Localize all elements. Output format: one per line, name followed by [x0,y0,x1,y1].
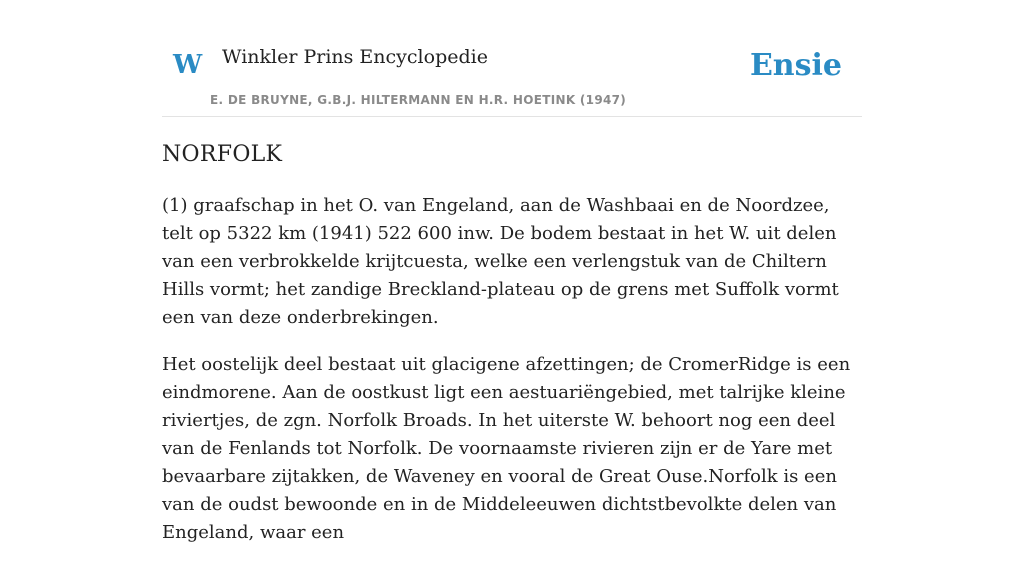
article-paragraph: Het oostelijk deel bestaat uit glacigene afzettingen; de CromerRidge is een eindmorene. Aan de oostkust ligt een aestuariëngebied, met talrijke kleine riviertjes, de zgn. Norfolk Broads. In het uiterste W. behoort nog een deel van de Fenlands tot Norfolk. De voornaamste rivieren zijn er de Yare met bevaarbare zijtakken, de Waveney en vooral de Great Ouse.Norfolk is een van de oudst bewoonde en in de Middeleeuwen dichtstbevolkte delen van Engeland, waar een [162,354,851,543]
authors-byline: E. DE BRUYNE, G.B.J. HILTERMANN EN H.R. HOETINK (1947) [210,93,627,107]
article-content [162,140,862,566]
article-title: NORFOLK [162,142,283,167]
site-logo[interactable]: W [173,50,203,80]
article-paragraph: (1) graafschap in het O. van Engeland, aan de Washbaai en de Noordzee, telt op 5322 km (1941) 522 600 inw. De bodem bestaat in het W. uit delen van een verbrokkelde krijtcuesta, welke een verlengstuk van de Chiltern Hills vormt; het zandige Breckland-plateau op de grens met Suffolk vormt een van deze onderbrekingen. [162,195,839,328]
site-header [162,0,862,117]
brand-logo[interactable]: Ensie [749,48,842,83]
encyclopedia-title[interactable]: Winkler Prins Encyclopedie [222,46,488,68]
